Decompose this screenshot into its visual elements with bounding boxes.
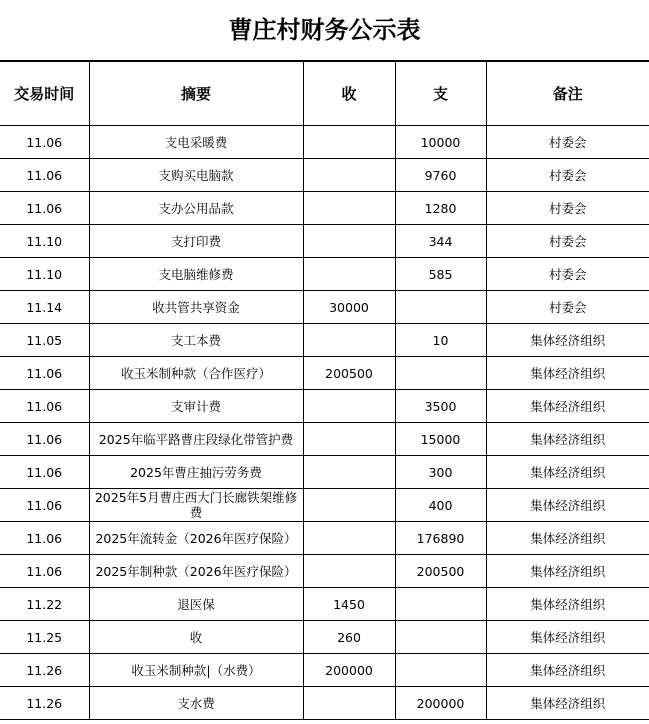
table-row [0, 390, 649, 423]
cell-remark: 集体经济组织 [486, 456, 649, 489]
cell-summary: 2025年5月曹庄西大门长廊铁架维修费 [89, 489, 303, 522]
header-income: 收 [303, 62, 395, 126]
cell-remark: 集体经济组织 [486, 489, 649, 522]
cell-expense [395, 654, 486, 687]
cell-date: 11.06 [0, 489, 89, 522]
cell-summary: 支电脑维修费 [89, 258, 303, 291]
cell-summary: 退医保 [89, 588, 303, 621]
cell-income: 1450 [303, 588, 395, 621]
table-row [0, 291, 649, 324]
table-row [0, 258, 649, 291]
cell-date: 11.06 [0, 456, 89, 489]
table-row [0, 456, 649, 489]
cell-date: 11.06 [0, 423, 89, 456]
cell-expense: 15000 [395, 423, 486, 456]
cell-income [303, 126, 395, 159]
cell-expense [395, 588, 486, 621]
cell-date: 11.10 [0, 258, 89, 291]
cell-summary: 收 [89, 621, 303, 654]
cell-income [303, 390, 395, 423]
header-expense: 支 [395, 62, 486, 126]
table-row [0, 357, 649, 390]
cell-income [303, 192, 395, 225]
cell-expense: 10000 [395, 126, 486, 159]
cell-income [303, 687, 395, 720]
cell-summary: 收玉米制种款|（水费） [89, 654, 303, 687]
table-row [0, 588, 649, 621]
cell-expense: 1280 [395, 192, 486, 225]
cell-income [303, 555, 395, 588]
finance-table [0, 61, 649, 720]
cell-remark: 集体经济组织 [486, 555, 649, 588]
table-row [0, 654, 649, 687]
cell-expense: 200000 [395, 687, 486, 720]
cell-remark: 村委会 [486, 159, 649, 192]
cell-date: 11.14 [0, 291, 89, 324]
cell-summary: 2025年临平路曹庄段绿化带管护费 [89, 423, 303, 456]
header-summary: 摘要 [89, 62, 303, 126]
cell-date: 11.06 [0, 357, 89, 390]
cell-remark: 集体经济组织 [486, 687, 649, 720]
cell-summary: 支水费 [89, 687, 303, 720]
cell-income [303, 423, 395, 456]
cell-date: 11.06 [0, 522, 89, 555]
cell-summary: 支打印费 [89, 225, 303, 258]
cell-expense: 344 [395, 225, 486, 258]
cell-date: 11.06 [0, 126, 89, 159]
cell-remark: 村委会 [486, 126, 649, 159]
cell-date: 11.06 [0, 159, 89, 192]
cell-expense: 400 [395, 489, 486, 522]
cell-expense: 9760 [395, 159, 486, 192]
cell-income [303, 225, 395, 258]
header-row [0, 62, 649, 126]
cell-date: 11.26 [0, 654, 89, 687]
cell-remark: 集体经济组织 [486, 621, 649, 654]
cell-summary: 收玉米制种款（合作医疗） [89, 357, 303, 390]
cell-date: 11.26 [0, 687, 89, 720]
table-row [0, 489, 649, 522]
cell-remark: 村委会 [486, 225, 649, 258]
cell-date: 11.22 [0, 588, 89, 621]
cell-remark: 集体经济组织 [486, 522, 649, 555]
cell-remark: 村委会 [486, 291, 649, 324]
cell-remark: 集体经济组织 [486, 423, 649, 456]
cell-income [303, 258, 395, 291]
table-row [0, 126, 649, 159]
cell-expense: 3500 [395, 390, 486, 423]
cell-expense [395, 291, 486, 324]
cell-date: 11.06 [0, 390, 89, 423]
page-title: 曹庄村财务公示表 [0, 0, 649, 61]
cell-expense: 300 [395, 456, 486, 489]
cell-summary: 2025年流转金（2026年医疗保险） [89, 522, 303, 555]
cell-summary: 支电采暖费 [89, 126, 303, 159]
table-row [0, 423, 649, 456]
cell-income: 30000 [303, 291, 395, 324]
cell-income [303, 489, 395, 522]
cell-remark: 集体经济组织 [486, 588, 649, 621]
cell-income [303, 324, 395, 357]
cell-date: 11.06 [0, 555, 89, 588]
table-body [0, 126, 649, 720]
cell-expense [395, 621, 486, 654]
cell-summary: 支工本费 [89, 324, 303, 357]
cell-remark: 集体经济组织 [486, 390, 649, 423]
cell-expense: 10 [395, 324, 486, 357]
table-row [0, 522, 649, 555]
cell-summary: 2025年制种款（2026年医疗保险） [89, 555, 303, 588]
cell-expense: 200500 [395, 555, 486, 588]
table-row [0, 621, 649, 654]
cell-summary: 收共管共享资金 [89, 291, 303, 324]
cell-income [303, 456, 395, 489]
table-row [0, 324, 649, 357]
cell-date: 11.25 [0, 621, 89, 654]
cell-summary: 支购买电脑款 [89, 159, 303, 192]
cell-remark: 集体经济组织 [486, 324, 649, 357]
cell-remark: 村委会 [486, 258, 649, 291]
header-remark: 备注 [486, 62, 649, 126]
cell-date: 11.05 [0, 324, 89, 357]
cell-summary: 支审计费 [89, 390, 303, 423]
table-row [0, 159, 649, 192]
cell-remark: 集体经济组织 [486, 654, 649, 687]
cell-summary: 支办公用品款 [89, 192, 303, 225]
cell-income: 260 [303, 621, 395, 654]
cell-expense: 176890 [395, 522, 486, 555]
cell-income: 200500 [303, 357, 395, 390]
cell-expense [395, 357, 486, 390]
header-date: 交易时间 [0, 62, 89, 126]
cell-summary: 2025年曹庄抽污劳务费 [89, 456, 303, 489]
cell-income: 200000 [303, 654, 395, 687]
cell-date: 11.10 [0, 225, 89, 258]
cell-date: 11.06 [0, 192, 89, 225]
cell-income [303, 522, 395, 555]
cell-remark: 村委会 [486, 192, 649, 225]
cell-remark: 集体经济组织 [486, 357, 649, 390]
table-row [0, 192, 649, 225]
table-row [0, 225, 649, 258]
cell-income [303, 159, 395, 192]
table-row [0, 687, 649, 720]
cell-expense: 585 [395, 258, 486, 291]
table-row [0, 555, 649, 588]
